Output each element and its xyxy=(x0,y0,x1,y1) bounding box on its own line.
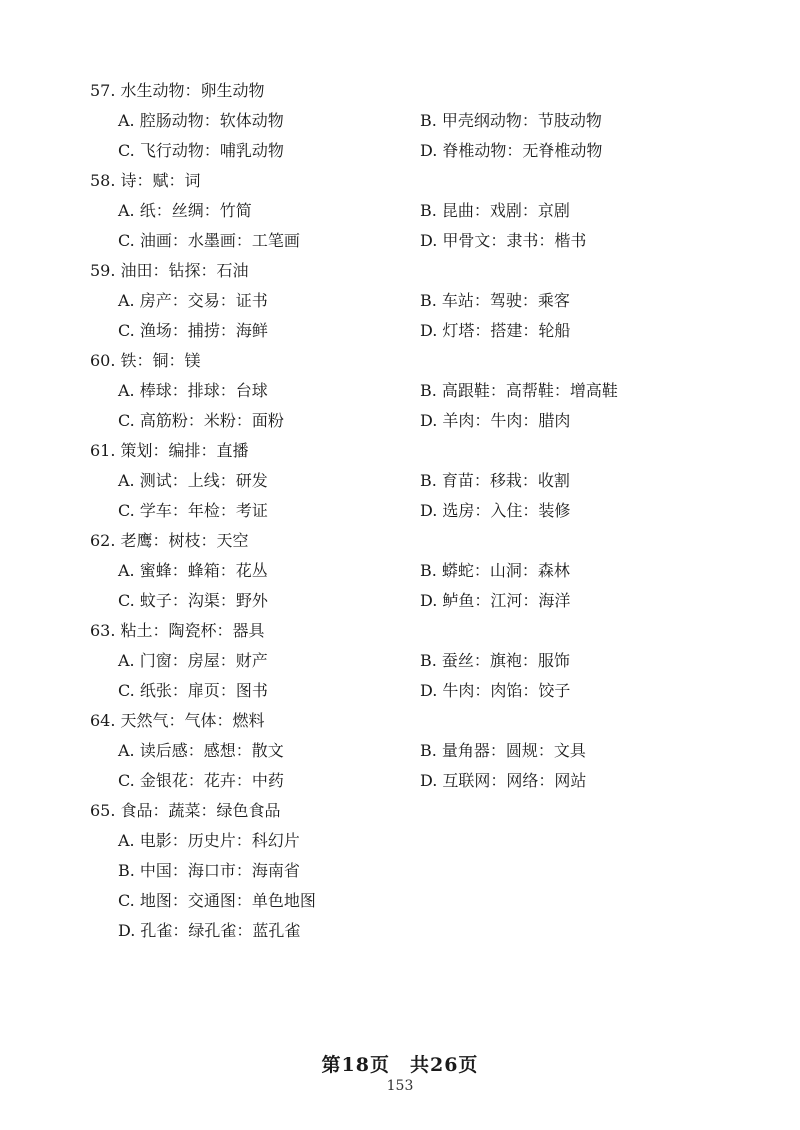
question-stem: 63. 粘土：陶瓷杯：器具 xyxy=(90,621,265,640)
option-b: B. 中国：海口市：海南省 xyxy=(118,861,300,880)
page-number: 153 xyxy=(386,1078,414,1094)
question-stem: 58. 诗：赋：词 xyxy=(90,171,201,190)
option-d: D. 脊椎动物：无脊椎动物 xyxy=(420,141,603,160)
option-d: D. 孔雀：绿孔雀：蓝孔雀 xyxy=(118,921,301,940)
question-stem: 62. 老鹰：树枝：天空 xyxy=(90,531,249,550)
option-c: C. 油画：水墨画：工笔画 xyxy=(118,231,300,250)
option-a: A. 蜜蜂：蜂箱：花丛 xyxy=(118,561,268,580)
option-b: B. 车站：驾驶：乘客 xyxy=(420,291,570,310)
option-a: A. 门窗：房屋：财产 xyxy=(118,651,268,670)
option-c: C. 高筋粉：米粉：面粉 xyxy=(118,411,284,430)
question-stem: 65. 食品：蔬菜：绿色食品 xyxy=(90,801,281,820)
option-a: A. 腔肠动物：软体动物 xyxy=(118,111,284,130)
question-list xyxy=(90,76,750,946)
option-a: A. 棒球：排球：台球 xyxy=(118,381,268,400)
option-a: A. 读后感：感想：散文 xyxy=(118,741,284,760)
page-info: 第18页 共26页 xyxy=(321,1054,479,1076)
option-c: C. 地图：交通图：单色地图 xyxy=(118,891,316,910)
option-a: A. 房产：交易：证书 xyxy=(118,291,268,310)
option-c: C. 纸张：扉页：图书 xyxy=(118,681,268,700)
question-stem: 61. 策划：编排：直播 xyxy=(90,441,249,460)
option-b: B. 甲壳纲动物：节肢动物 xyxy=(420,111,602,130)
option-c: C. 金银花：花卉：中药 xyxy=(118,771,284,790)
option-a: A. 测试：上线：研发 xyxy=(118,471,268,490)
option-c: C. 渔场：捕捞：海鲜 xyxy=(118,321,268,340)
option-b: B. 高跟鞋：高帮鞋：增高鞋 xyxy=(420,381,618,400)
option-d: D. 牛肉：肉馅：饺子 xyxy=(420,681,571,700)
question-stem: 57. 水生动物：卵生动物 xyxy=(90,81,265,100)
option-d: D. 羊肉：牛肉：腊肉 xyxy=(420,411,571,430)
option-c: C. 蚊子：沟渠：野外 xyxy=(118,591,268,610)
option-b: B. 蟒蛇：山洞：森林 xyxy=(420,561,570,580)
option-c: C. 学车：年检：考证 xyxy=(118,501,268,520)
question-stem: 59. 油田：钻探：石油 xyxy=(90,261,249,280)
option-d: D. 甲骨文：隶书：楷书 xyxy=(420,231,587,250)
option-b: B. 蚕丝：旗袍：服饰 xyxy=(420,651,570,670)
option-d: D. 选房：入住：装修 xyxy=(420,501,571,520)
option-c: C. 飞行动物：哺乳动物 xyxy=(118,141,284,160)
option-b: B. 量角器：圆规：文具 xyxy=(420,741,586,760)
option-d: D. 鲈鱼：江河：海洋 xyxy=(420,591,571,610)
option-a: A. 纸：丝绸：竹简 xyxy=(118,201,252,220)
option-b: B. 昆曲：戏剧：京剧 xyxy=(420,201,570,220)
option-d: D. 互联网：网络：网站 xyxy=(420,771,587,790)
question-stem: 60. 铁：铜：镁 xyxy=(90,351,201,370)
question-stem: 64. 天然气：气体：燃料 xyxy=(90,711,265,730)
option-a: A. 电影：历史片：科幻片 xyxy=(118,831,300,850)
option-d: D. 灯塔：搭建：轮船 xyxy=(420,321,571,340)
option-b: B. 育苗：移栽：收割 xyxy=(420,471,570,490)
